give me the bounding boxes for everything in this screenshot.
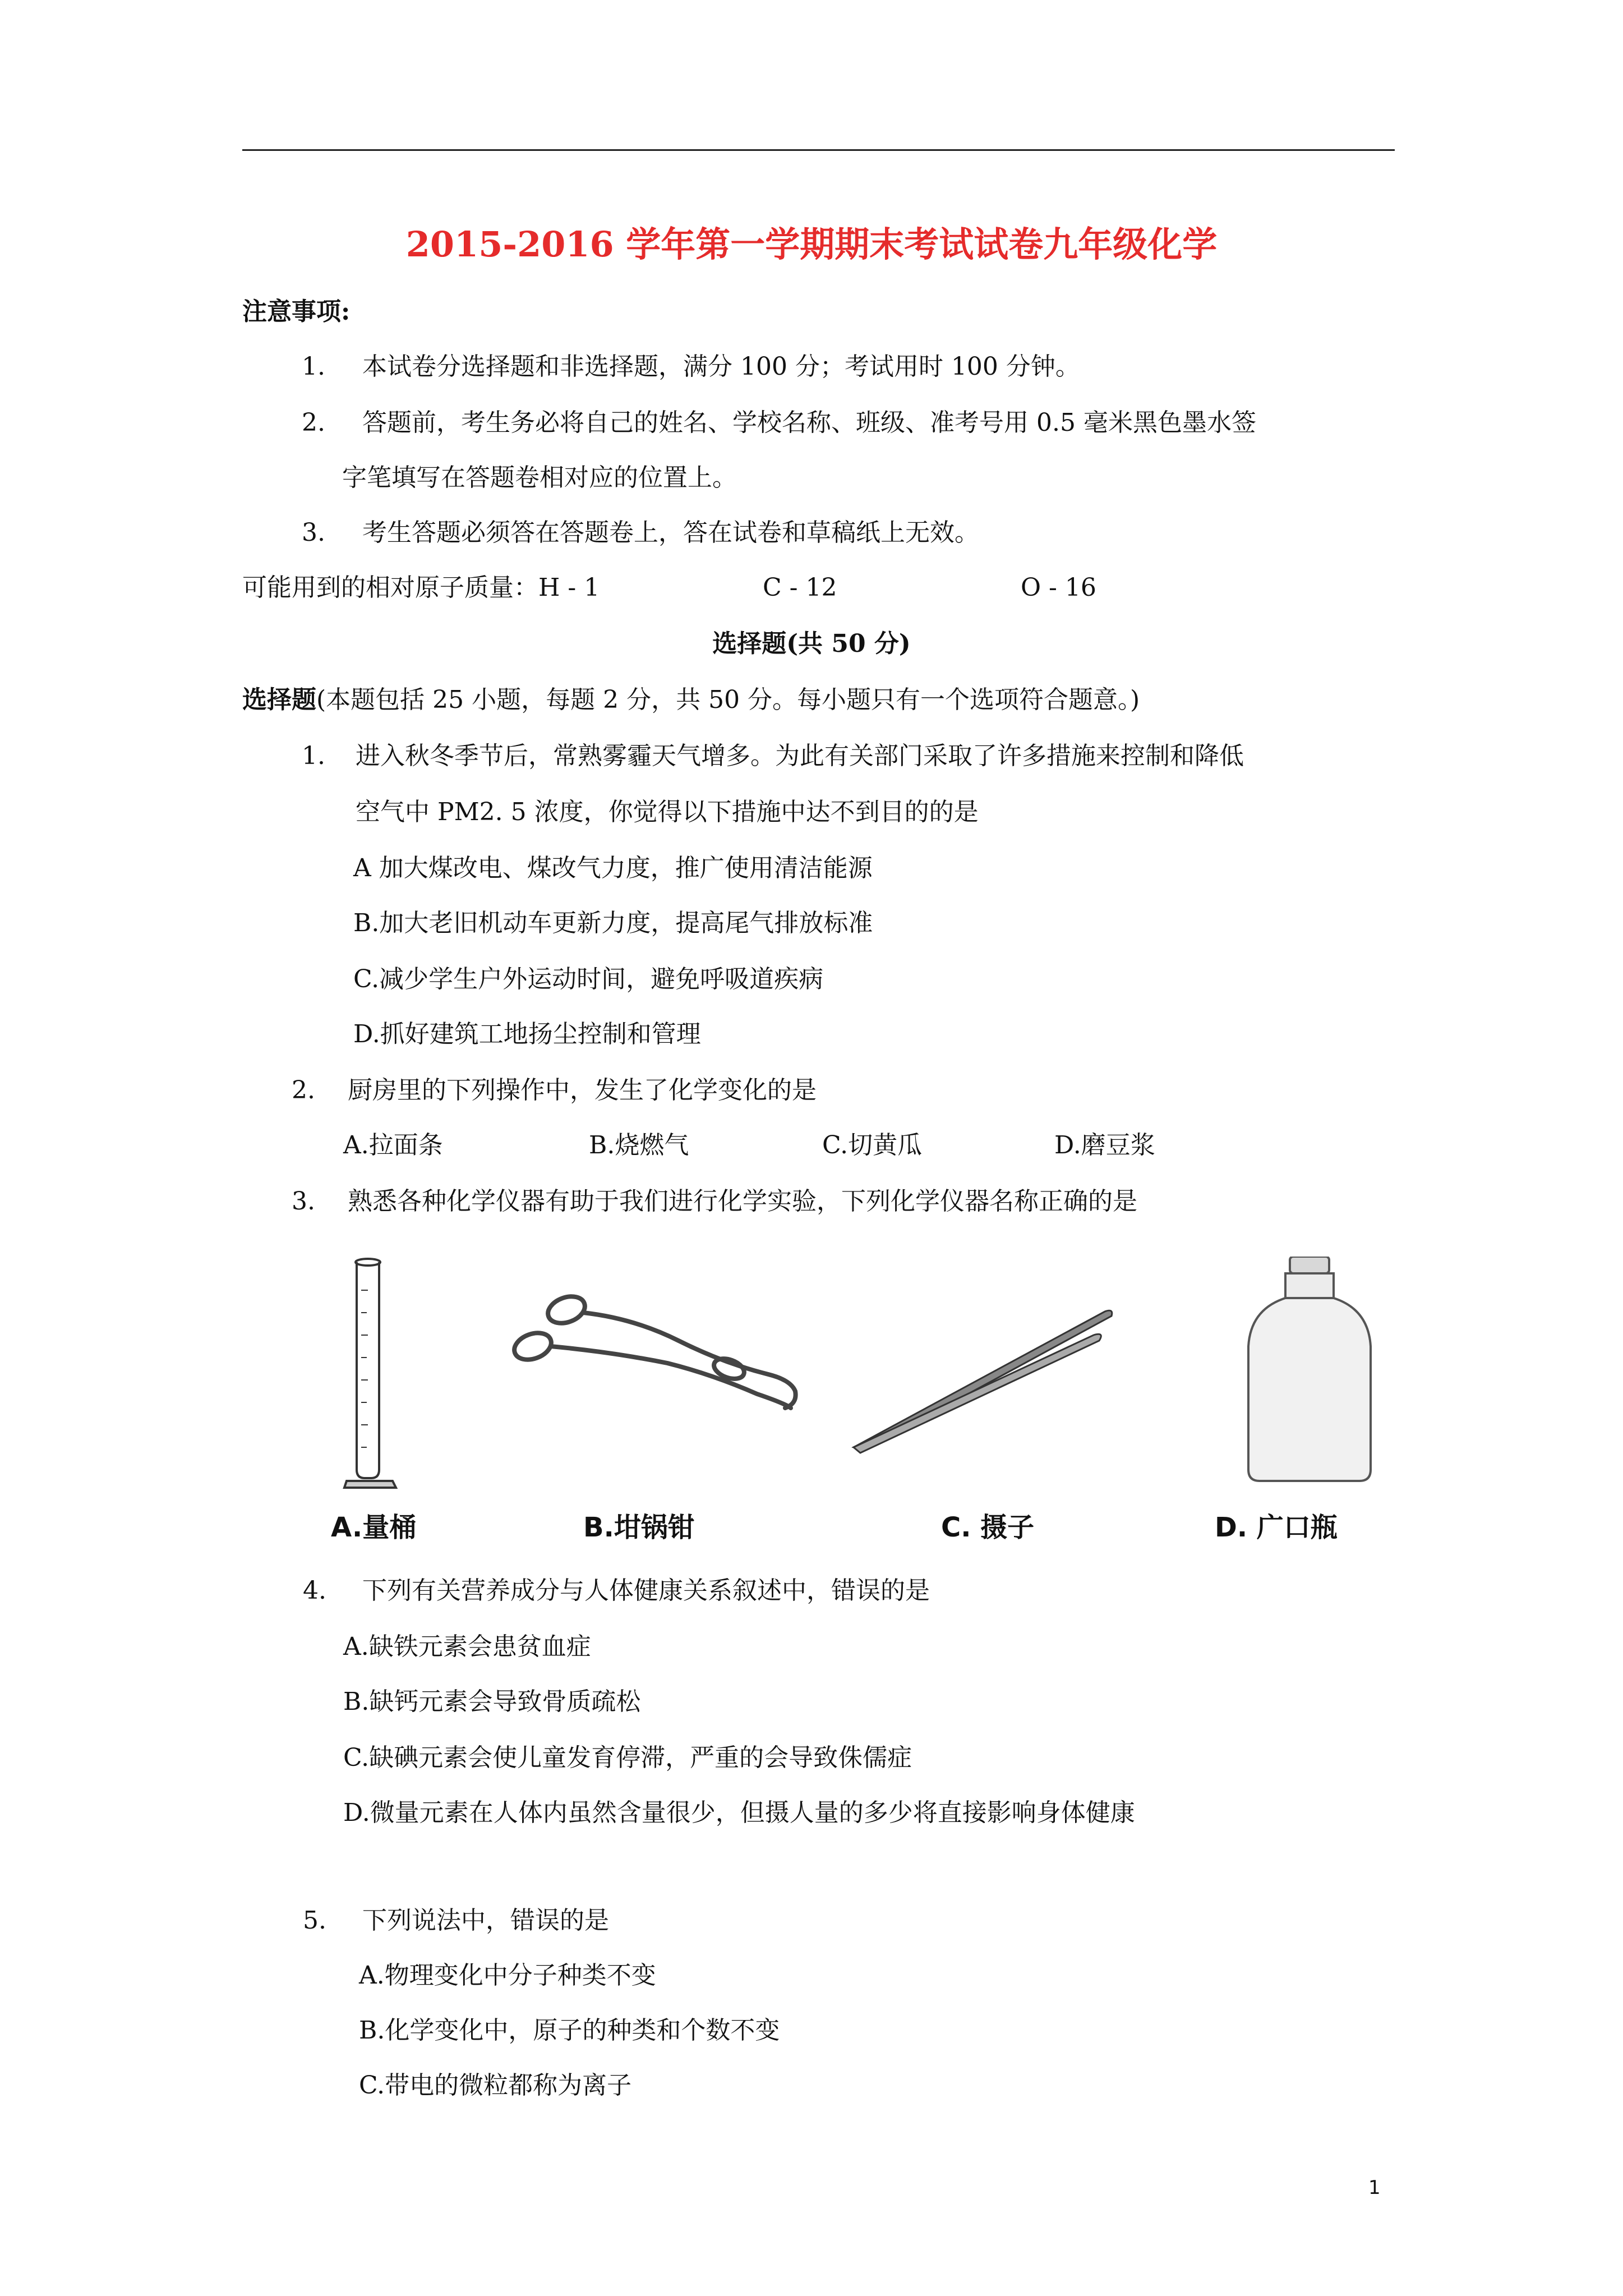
section-intro	[242, 683, 1140, 717]
q3-number: 3.	[292, 1187, 315, 1216]
q1-option-a: A 加大煤改电、煤改气力度，推广使用清洁能源	[353, 854, 873, 882]
q1-option-c: C.减少学生户外运动时间，避免呼吸道疾病	[353, 965, 824, 993]
graduated-cylinder-image	[344, 1259, 396, 1488]
wide-mouth-bottle-image	[1248, 1257, 1371, 1481]
q4-stem: 下列有关营养成分与人体健康关系叙述中，错误的是	[362, 1576, 930, 1605]
q5-number: 5.	[303, 1906, 326, 1935]
q1-option-d: D.抓好建筑工地扬尘控制和管理	[353, 1020, 701, 1048]
q5-option-c: C.带电的微粒都称为离子	[359, 2071, 632, 2100]
notice-item-2-text: 答题前，考生务必将自己的姓名、学校名称、班级、准考号用 0.5 毫米黑色墨水签	[362, 408, 1256, 437]
notice-item-1-text: 本试卷分选择题和非选择题，满分 100 分；考试用时 100 分钟。	[362, 352, 1080, 381]
q4-option-c: C.缺碘元素会使儿童发育停滞，严重的会导致侏儒症	[343, 1743, 912, 1772]
tweezers-image	[854, 1310, 1112, 1453]
header-rule	[242, 149, 1395, 151]
notice-item-2-text-cont: 字笔填写在答题卷相对应的位置上。	[342, 463, 737, 492]
figure-label-a: A.量桶	[331, 1512, 417, 1543]
atomic-mass-c: C - 12	[763, 573, 837, 602]
q2-number: 2.	[292, 1076, 315, 1105]
q5-option-a: A.物理变化中分子种类不变	[359, 1961, 656, 1990]
atomic-mass-o: O - 16	[1021, 573, 1096, 602]
lab-instruments-figure	[342, 1257, 1464, 1498]
q2-option-a: A.拉面条	[343, 1131, 443, 1159]
figure-label-b: B.坩锅钳	[583, 1512, 695, 1543]
q1-stem-cont: 空气中 PM2. 5 浓度，你觉得以下措施中达不到目的的是	[356, 798, 979, 826]
figure-label-d: D. 广口瓶	[1215, 1512, 1338, 1543]
notice-item-3-text: 考生答题必须答在答题卷上，答在试卷和草稿纸上无效。	[362, 518, 979, 547]
figure-label-c: C. 摄子	[941, 1512, 1035, 1543]
q4-option-b: B.缺钙元素会导致骨质疏松	[343, 1687, 641, 1716]
q1-stem: 进入秋冬季节后，常熟雾霾天气增多。为此有关部门采取了许多措施来控制和降低	[356, 742, 1244, 770]
notice-heading: 注意事项:	[242, 297, 351, 326]
q5-stem: 下列说法中，错误的是	[362, 1906, 609, 1935]
section-intro-text: (本题包括 25 小题，每题 2 分，共 50 分。每小题只有一个选项符合题意。)	[316, 685, 1140, 714]
notice-item-3-number: 3.	[302, 518, 325, 547]
exam-title: 2015-2016 学年第一学期期末考试试卷九年级化学	[405, 224, 1218, 265]
section-intro-bold: 选择题	[242, 685, 316, 714]
atomic-mass-label: 可能用到的相对原子质量：H - 1	[242, 573, 600, 602]
q1-number: 1.	[302, 742, 325, 770]
notice-item-1-number: 1.	[302, 352, 325, 381]
q4-option-a: A.缺铁元素会患贫血症	[343, 1632, 591, 1661]
q4-number: 4.	[303, 1576, 326, 1605]
section-title: 选择题(共 50 分)	[712, 629, 911, 658]
q4-option-d: D.微量元素在人体内虽然含量很少，但摄人量的多少将直接影响身体健康	[343, 1798, 1135, 1827]
q2-option-b: B.烧燃气	[589, 1131, 689, 1159]
q2-option-c: C.切黄瓜	[822, 1131, 923, 1159]
notice-item-2-number: 2.	[302, 408, 325, 437]
q3-stem: 熟悉各种化学仪器有助于我们进行化学实验，下列化学仪器名称正确的是	[348, 1187, 1137, 1216]
q5-option-b: B.化学变化中，原子的种类和个数不变	[359, 2016, 780, 2045]
q2-stem: 厨房里的下列操作中，发生了化学变化的是	[348, 1076, 817, 1105]
crucible-tongs-image	[511, 1292, 796, 1408]
q1-option-b: B.加大老旧机动车更新力度，提高尾气排放标准	[353, 909, 873, 937]
page-number: 1	[1368, 2177, 1381, 2199]
q2-option-d: D.磨豆浆	[1054, 1131, 1155, 1159]
